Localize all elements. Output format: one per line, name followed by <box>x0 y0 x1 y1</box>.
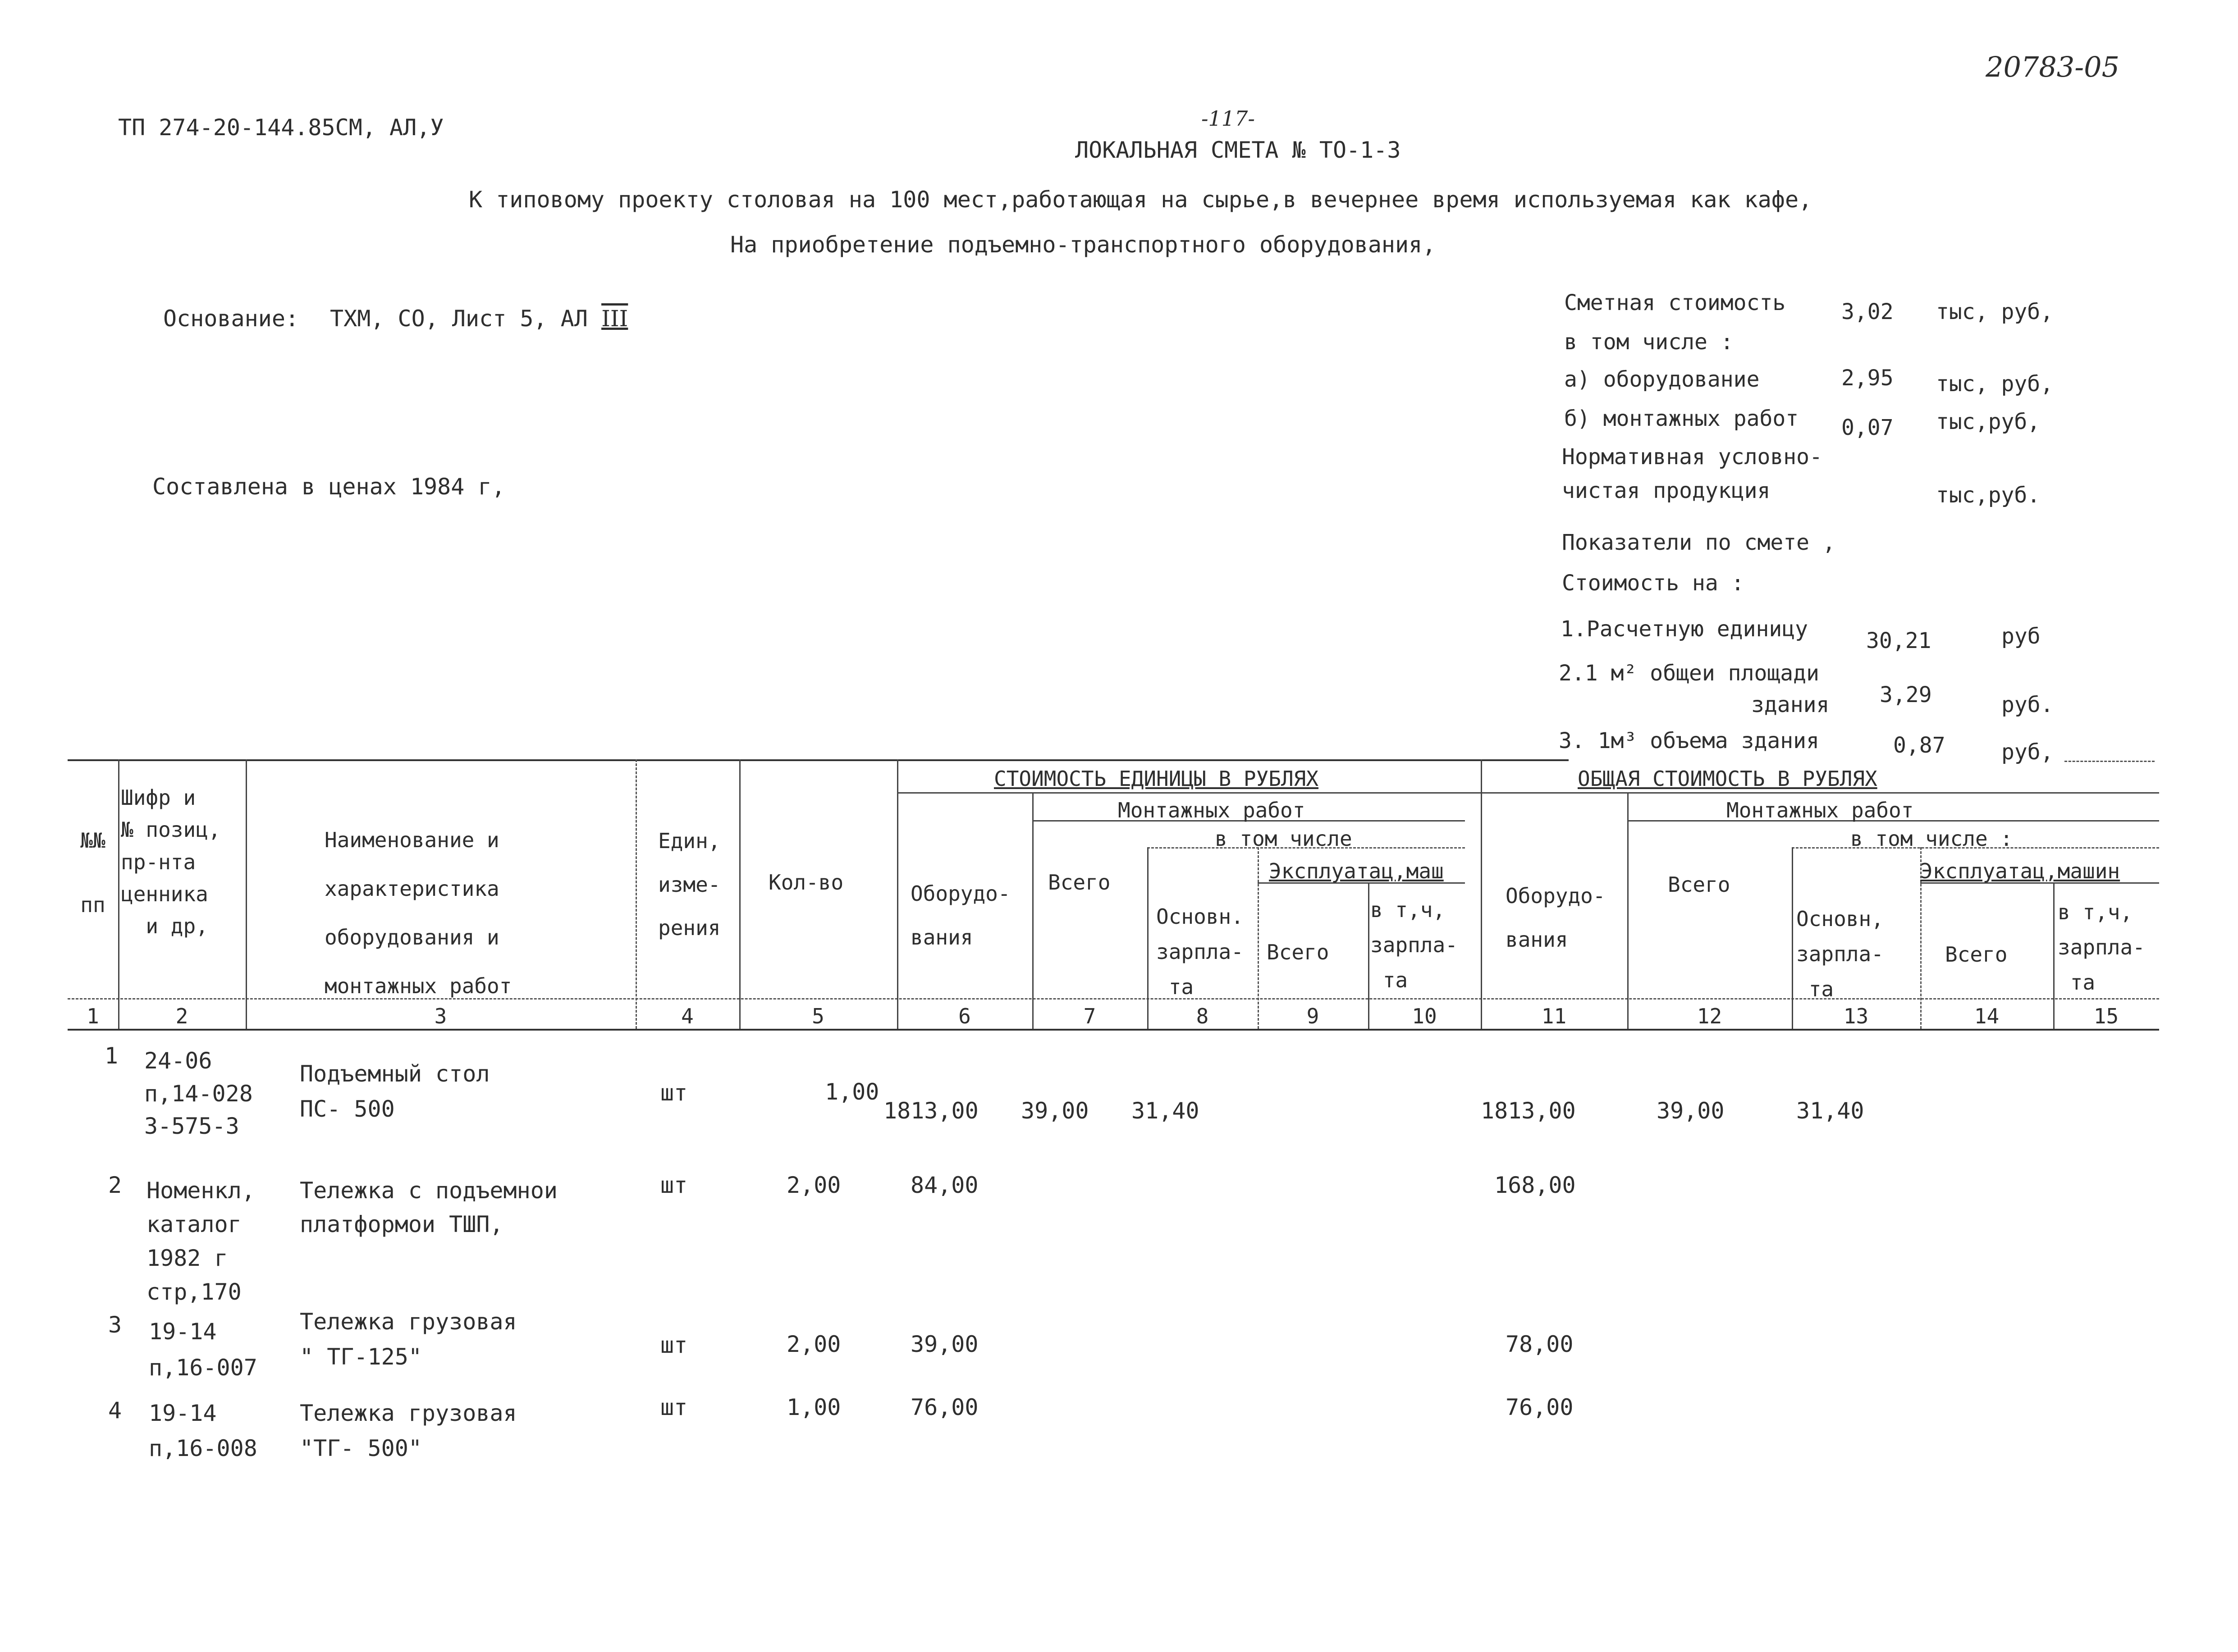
archive-number: 20783-05 <box>1986 50 2120 83</box>
area-cost-unit: руб. <box>2001 692 2054 717</box>
row-num: 2 <box>108 1172 122 1198</box>
row-unit: шт <box>660 1080 688 1106</box>
estimate-label: Сметная стоимость <box>1564 290 1786 315</box>
header-unit-cost-group: СТОИМОСТЬ ЕДИНИЦЫ В РУБЛЯХ <box>994 767 1319 791</box>
row-install-total: 39,00 <box>1657 1098 1725 1124</box>
area-cost-value: 3,29 <box>1880 682 1932 707</box>
col-num-11: 11 <box>1541 1004 1567 1028</box>
header-machine-total-2: Всего <box>1945 942 2008 967</box>
equipment-label: а) оборудование <box>1564 367 1760 392</box>
row-code: 24-06 п,14-028 3-575-3 <box>144 1048 253 1139</box>
col-num-4: 4 <box>681 1004 694 1028</box>
row-code: 19-14 п,16-008 <box>149 1400 257 1461</box>
row-code: 19-14 п,16-007 <box>149 1319 257 1381</box>
header-install-total-2: Всего <box>1668 872 1730 897</box>
col-num-8: 8 <box>1196 1004 1209 1028</box>
basis-roman: III <box>601 306 628 332</box>
header-machine-op: Эксплуатац,маш <box>1269 859 1444 883</box>
row-qty: 1,00 <box>787 1394 841 1420</box>
col-divider-4-5 <box>739 759 741 1029</box>
header-code: Шифр и № позиц, пр-нта ценника и др, <box>121 785 221 939</box>
normative-label-2: чистая продукция <box>1562 478 1771 503</box>
col-num-15: 15 <box>2093 1004 2119 1028</box>
header-name: Наименование и характеристика оборудования и монтажных работ <box>325 828 512 999</box>
col-divider-2-3 <box>246 759 247 1029</box>
row-code: Номенкл, каталог 1982 г стр,170 <box>146 1177 255 1305</box>
row-num: 4 <box>108 1397 122 1424</box>
header-base-salary-2: Основн, зарпла- та <box>1796 907 1884 1002</box>
col-divider-7-8 <box>1147 847 1149 1029</box>
col-num-2: 2 <box>175 1004 188 1028</box>
install-label: б) монтажных работ <box>1564 406 1799 431</box>
install-value: 0,07 <box>1841 415 1894 440</box>
page-number: -117- <box>1201 106 1255 131</box>
install-unit: тыс,руб, <box>1936 409 2041 434</box>
unit-cost-unit: руб <box>2001 624 2041 649</box>
column-numbers-divider <box>68 1029 2159 1031</box>
cost-per-label: Стоимость на : <box>1562 570 1744 596</box>
row-qty: 2,00 <box>787 1172 841 1198</box>
document-code: ТП 274-20-144.85СМ, АЛ,У <box>118 114 444 141</box>
col-num-3: 3 <box>434 1004 447 1028</box>
row-equip-total: 76,00 <box>1506 1394 1574 1420</box>
col-num-5: 5 <box>812 1004 824 1028</box>
table-top-border-right <box>2064 761 2155 762</box>
unit-cost-value: 30,21 <box>1866 628 1931 653</box>
header-install-total: Всего <box>1048 870 1111 894</box>
row-salary-unit: 31,40 <box>1131 1098 1199 1124</box>
row-name: Тележка грузовая " ТГ-125" <box>300 1309 517 1370</box>
row-unit: шт <box>660 1172 688 1198</box>
page-title: ЛОКАЛЬНАЯ СМЕТА № ТО-1-3 <box>1075 137 1401 163</box>
header-incl-salary-2: в т,ч, зарпла- та <box>2058 900 2145 995</box>
estimate-value: 3,02 <box>1841 299 1894 324</box>
header-num: №№ пп <box>80 828 105 917</box>
row-salary-total: 31,40 <box>1796 1098 1864 1124</box>
col-num-14: 14 <box>1974 1004 2000 1028</box>
header-base-salary: Основн. зарпла- та <box>1156 904 1244 999</box>
estimate-unit: тыс, руб, <box>1936 299 2054 324</box>
col-divider-1-2 <box>118 759 119 1029</box>
row-qty: 2,00 <box>787 1331 841 1357</box>
header-qty: Кол-во <box>769 870 844 894</box>
header-install-works-2: Монтажных работ <box>1726 798 1914 822</box>
row-equip-total: 168,00 <box>1494 1172 1576 1198</box>
col-divider-5-6 <box>897 759 898 1029</box>
subtitle-project: К типовому проекту столовая на 100 мест,работающая на сырье,в вечернее время используемая как кафе, <box>469 187 1812 213</box>
volume-cost-value: 0,87 <box>1893 733 1945 758</box>
row-num: 3 <box>108 1312 122 1338</box>
row-num: 1 <box>105 1043 119 1069</box>
area-cost-label-1: 2.1 м² общеи площади <box>1559 661 1819 686</box>
table-header-divider <box>897 792 2159 794</box>
normative-unit: тыс,руб. <box>1936 483 2041 508</box>
col-num-9: 9 <box>1306 1004 1319 1028</box>
row-name: Подъемный стол ПС- 500 <box>300 1061 490 1122</box>
header-including: в том числе <box>1215 826 1352 851</box>
table-top-border <box>68 759 1569 761</box>
col-divider-6-7 <box>1032 792 1034 1029</box>
col-num-13: 13 <box>1843 1004 1869 1028</box>
equipment-unit: тыс, руб, <box>1936 371 2054 397</box>
col-divider-8-9 <box>1258 847 1259 1029</box>
row-name: Тележка грузовая "ТГ- 500" <box>300 1400 517 1461</box>
row-equip-total: 78,00 <box>1506 1331 1574 1357</box>
row-unit: шт <box>660 1332 688 1358</box>
header-total-cost-group: ОБЩАЯ СТОИМОСТЬ В РУБЛЯХ <box>1578 767 1877 791</box>
basis-label: Основание: <box>163 306 299 332</box>
col-num-6: 6 <box>958 1004 971 1028</box>
equipment-value: 2,95 <box>1841 365 1894 391</box>
col-num-1: 1 <box>87 1004 99 1028</box>
header-incl-salary: в т,ч, зарпла- та <box>1370 898 1458 993</box>
volume-cost-label: 3. 1м³ объема здания <box>1559 728 1819 753</box>
basis-reference: ТХМ, СО, Лист 5, АЛ <box>330 306 588 332</box>
col-num-7: 7 <box>1083 1004 1096 1028</box>
col-num-12: 12 <box>1697 1004 1722 1028</box>
row-equip-unit: 1813,00 <box>883 1098 979 1124</box>
row-equip-unit: 84,00 <box>911 1172 979 1198</box>
row-name: Тележка с подъемнои платформои ТШП, <box>300 1177 558 1237</box>
area-cost-label-2: здания <box>1751 692 1830 717</box>
unit-cost-label: 1.Расчетную единицу <box>1561 616 1808 642</box>
header-including-2: в том числе : <box>1850 826 2013 851</box>
header-machine-total: Всего <box>1267 940 1329 964</box>
header-equipment-2: Оборудо- вания <box>1506 884 1606 952</box>
col-divider-11-12 <box>1627 792 1629 1029</box>
col-num-10: 10 <box>1412 1004 1437 1028</box>
subtitle-purpose: На приобретение подъемно-транспортного оборудования, <box>730 232 1436 258</box>
col-divider-3-4 <box>636 759 637 1029</box>
col-divider-10-11 <box>1481 759 1482 1029</box>
row-equip-unit: 76,00 <box>911 1394 979 1420</box>
row-unit: шт <box>660 1394 688 1420</box>
header-machine-op-2: Эксплуатац,машин <box>1920 859 2120 883</box>
header-unit: Един, изме- рения <box>658 829 721 940</box>
indicators-label: Показатели по смете , <box>1562 530 1835 555</box>
basis-text <box>330 307 628 330</box>
row-equip-total: 1813,00 <box>1481 1098 1576 1124</box>
header-install-works: Монтажных работ <box>1118 798 1305 822</box>
prices-note: Составлена в ценах 1984 г, <box>152 474 505 500</box>
including-label: в том числе : <box>1564 329 1734 355</box>
col-divider-12-13 <box>1792 847 1793 1029</box>
row-equip-unit: 39,00 <box>911 1331 979 1357</box>
normative-label-1: Нормативная условно- <box>1562 444 1822 470</box>
row-install-unit: 39,00 <box>1021 1098 1089 1124</box>
header-equipment: Оборудо- вания <box>911 881 1011 949</box>
row-qty: 1,00 <box>825 1079 879 1105</box>
volume-cost-unit: руб, <box>2001 739 2054 765</box>
